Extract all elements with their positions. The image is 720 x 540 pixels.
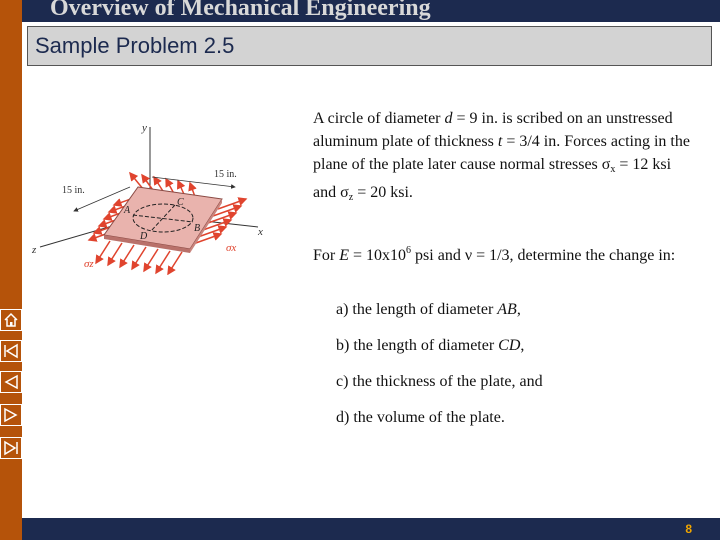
- subscript-z: z: [348, 192, 354, 203]
- slide-title: Sample Problem 2.5: [35, 33, 235, 58]
- next-slide-button[interactable]: [0, 404, 22, 426]
- problem-text: = 1/3, determine the change in:: [472, 247, 676, 264]
- exponent: 6: [406, 245, 412, 256]
- problem-text: A circle of diameter: [313, 110, 445, 127]
- modulus-variable: E: [339, 247, 350, 264]
- page-number: 8: [685, 522, 692, 536]
- list-item: [336, 301, 521, 319]
- item-text: c) the thickness of the plate, and: [336, 373, 543, 390]
- problem-text: = 20 ksi.: [353, 184, 413, 201]
- item-text: d) the volume of the plate.: [336, 409, 505, 426]
- point-c-label: C: [177, 197, 184, 208]
- item-text: b) the length of diameter: [336, 337, 499, 354]
- problem-statement: [313, 107, 693, 209]
- left-sidebar: [0, 0, 22, 540]
- dimension-left-label: 15 in.: [62, 185, 85, 196]
- problem-text: psi and: [411, 247, 465, 264]
- problem-text: = 12 ksi and: [313, 156, 672, 201]
- y-axis-label: y: [142, 122, 147, 134]
- sigma-z-label: σz: [84, 258, 94, 270]
- problem-text: = 9 in. is scribed on an unstressed aluminum plate of thickness: [313, 110, 673, 150]
- home-icon: [2, 311, 20, 329]
- problem-text: = 10x10: [349, 247, 407, 264]
- dimension-right-label: 15 in.: [214, 169, 237, 180]
- list-item: [336, 409, 505, 427]
- first-slide-button[interactable]: [0, 340, 22, 362]
- sigma-symbol: σ: [340, 184, 349, 201]
- first-slide-icon: [2, 342, 20, 360]
- previous-slide-button[interactable]: [0, 371, 22, 393]
- x-axis-label: x: [258, 226, 263, 238]
- next-slide-icon: [2, 406, 20, 424]
- point-d-label: D: [140, 231, 148, 242]
- course-title: Overview of Mechanical Engineering: [50, 0, 431, 21]
- point-b-label: B: [194, 223, 201, 234]
- point-a-label: A: [124, 205, 131, 216]
- nu-symbol: ν: [464, 247, 473, 264]
- footer-bar: [22, 518, 720, 540]
- item-variable: AB: [497, 301, 517, 318]
- z-axis-label: z: [32, 244, 37, 256]
- item-suffix: ,: [520, 337, 525, 354]
- thickness-variable: t: [497, 133, 503, 150]
- subscript-x: x: [610, 164, 616, 175]
- list-item: [336, 337, 524, 355]
- problem-text: = 3/4 in. Forces acting in the plane of the plate later cause normal stresses: [313, 133, 690, 173]
- sigma-x-label: σx: [226, 242, 237, 254]
- item-text: a) the length of diameter: [336, 301, 498, 318]
- slide-title-box: [27, 26, 712, 66]
- sigma-symbol: σ: [601, 156, 611, 173]
- last-slide-button[interactable]: [0, 437, 22, 459]
- previous-slide-icon: [2, 373, 20, 391]
- home-button[interactable]: [0, 309, 22, 331]
- diameter-variable: d: [444, 110, 453, 127]
- item-variable: CD: [498, 337, 521, 354]
- plate-figure: [30, 115, 280, 275]
- item-suffix: ,: [516, 301, 521, 318]
- header-bar: [22, 0, 720, 22]
- last-slide-icon: [2, 439, 20, 457]
- list-item: [336, 373, 543, 391]
- given-values: For $E = 10x10^6$ psi and ν = 1/3, determine the change in:: [313, 245, 676, 264]
